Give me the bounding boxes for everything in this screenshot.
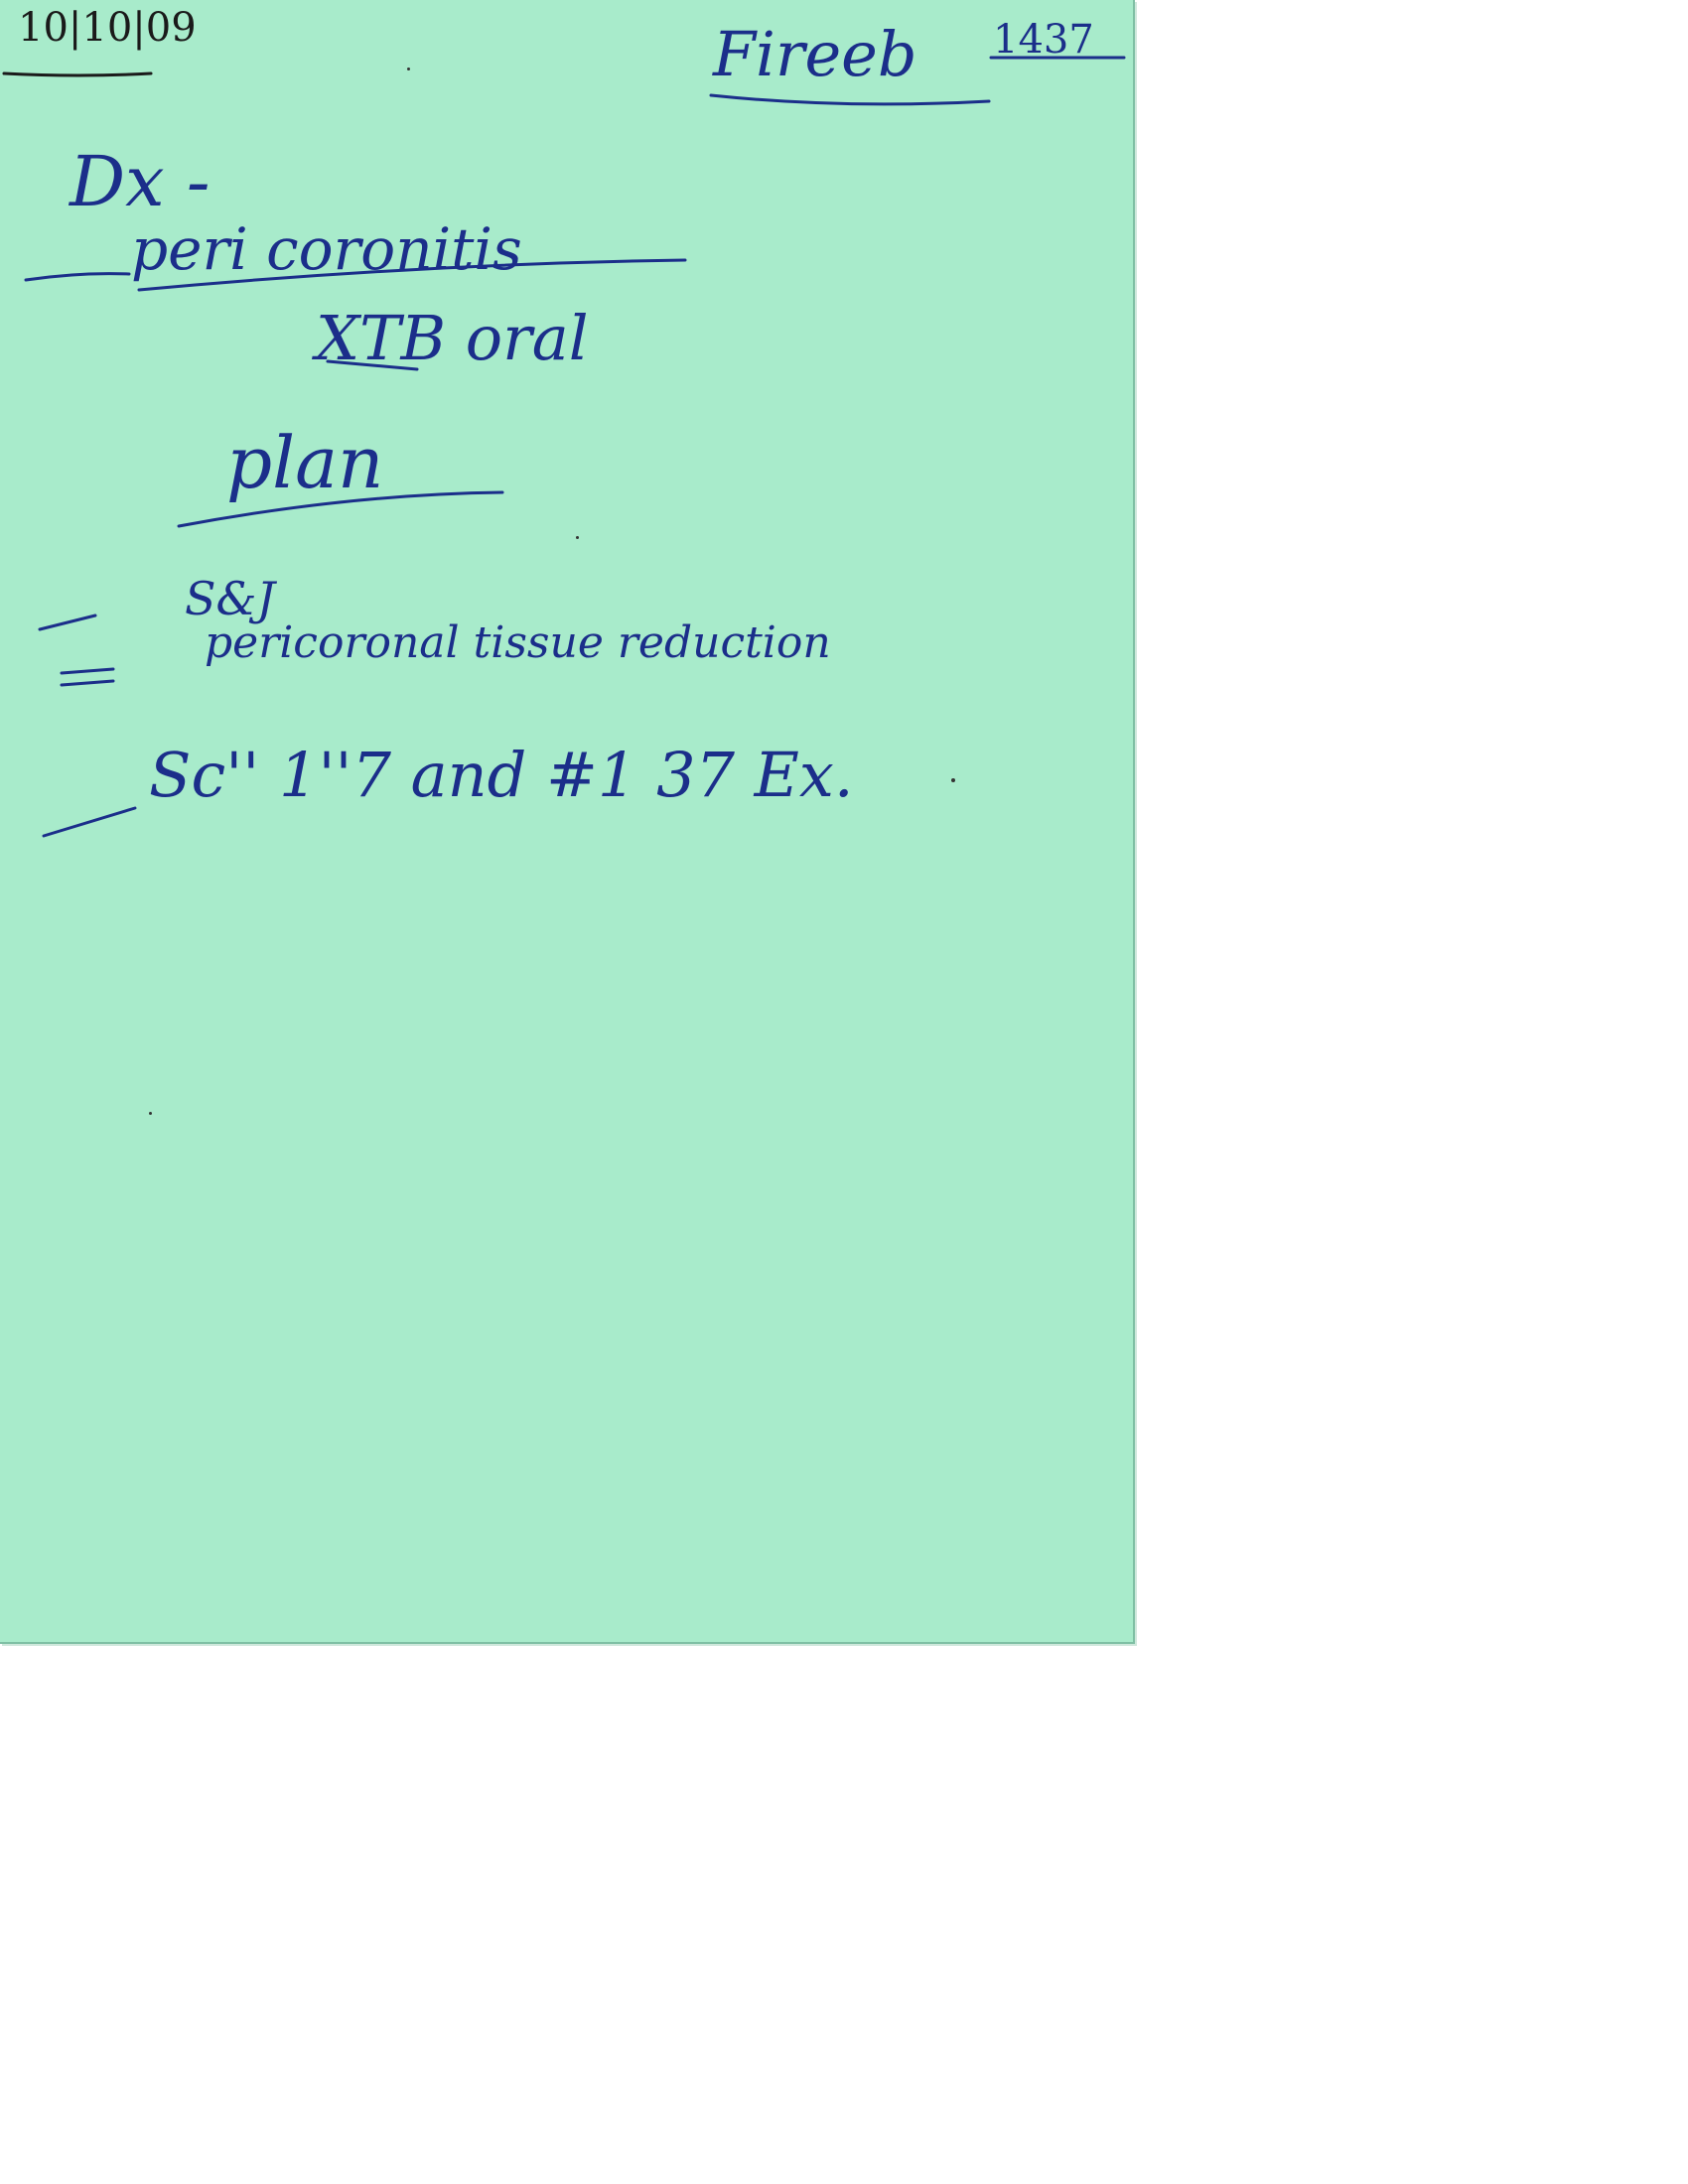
ink-dot xyxy=(149,1112,152,1115)
name-underline xyxy=(711,95,989,104)
plan-item-3: Sc'' 1''7 and #1 37 Ex. xyxy=(149,739,854,811)
diagnosis-text: peri coronitis xyxy=(131,215,522,283)
ink-dot xyxy=(951,778,955,782)
record-number: 1437 xyxy=(993,17,1094,63)
investigation-stroke xyxy=(328,361,417,369)
plan-item-1: S&J xyxy=(185,572,275,625)
patient-name: Fireeb xyxy=(713,18,917,90)
plan-dash-2b xyxy=(62,681,113,685)
dx-dash xyxy=(26,274,129,280)
investigation-text: XTB oral xyxy=(316,302,589,374)
plan-underline xyxy=(179,492,502,526)
plan-item-2: pericoronal tissue reduction xyxy=(205,617,831,668)
plan-dash-1 xyxy=(40,615,95,629)
plan-dash-3 xyxy=(44,808,135,836)
diagnosis-heading: Dx - xyxy=(70,141,211,222)
ink-dot xyxy=(576,536,579,539)
ink-dot xyxy=(407,68,410,70)
date-text: 10|10|09 xyxy=(18,5,197,51)
plan-heading: plan xyxy=(226,421,384,504)
diagnosis-underline xyxy=(139,260,685,290)
date-underline xyxy=(4,73,151,75)
plan-dash-2a xyxy=(62,669,113,673)
